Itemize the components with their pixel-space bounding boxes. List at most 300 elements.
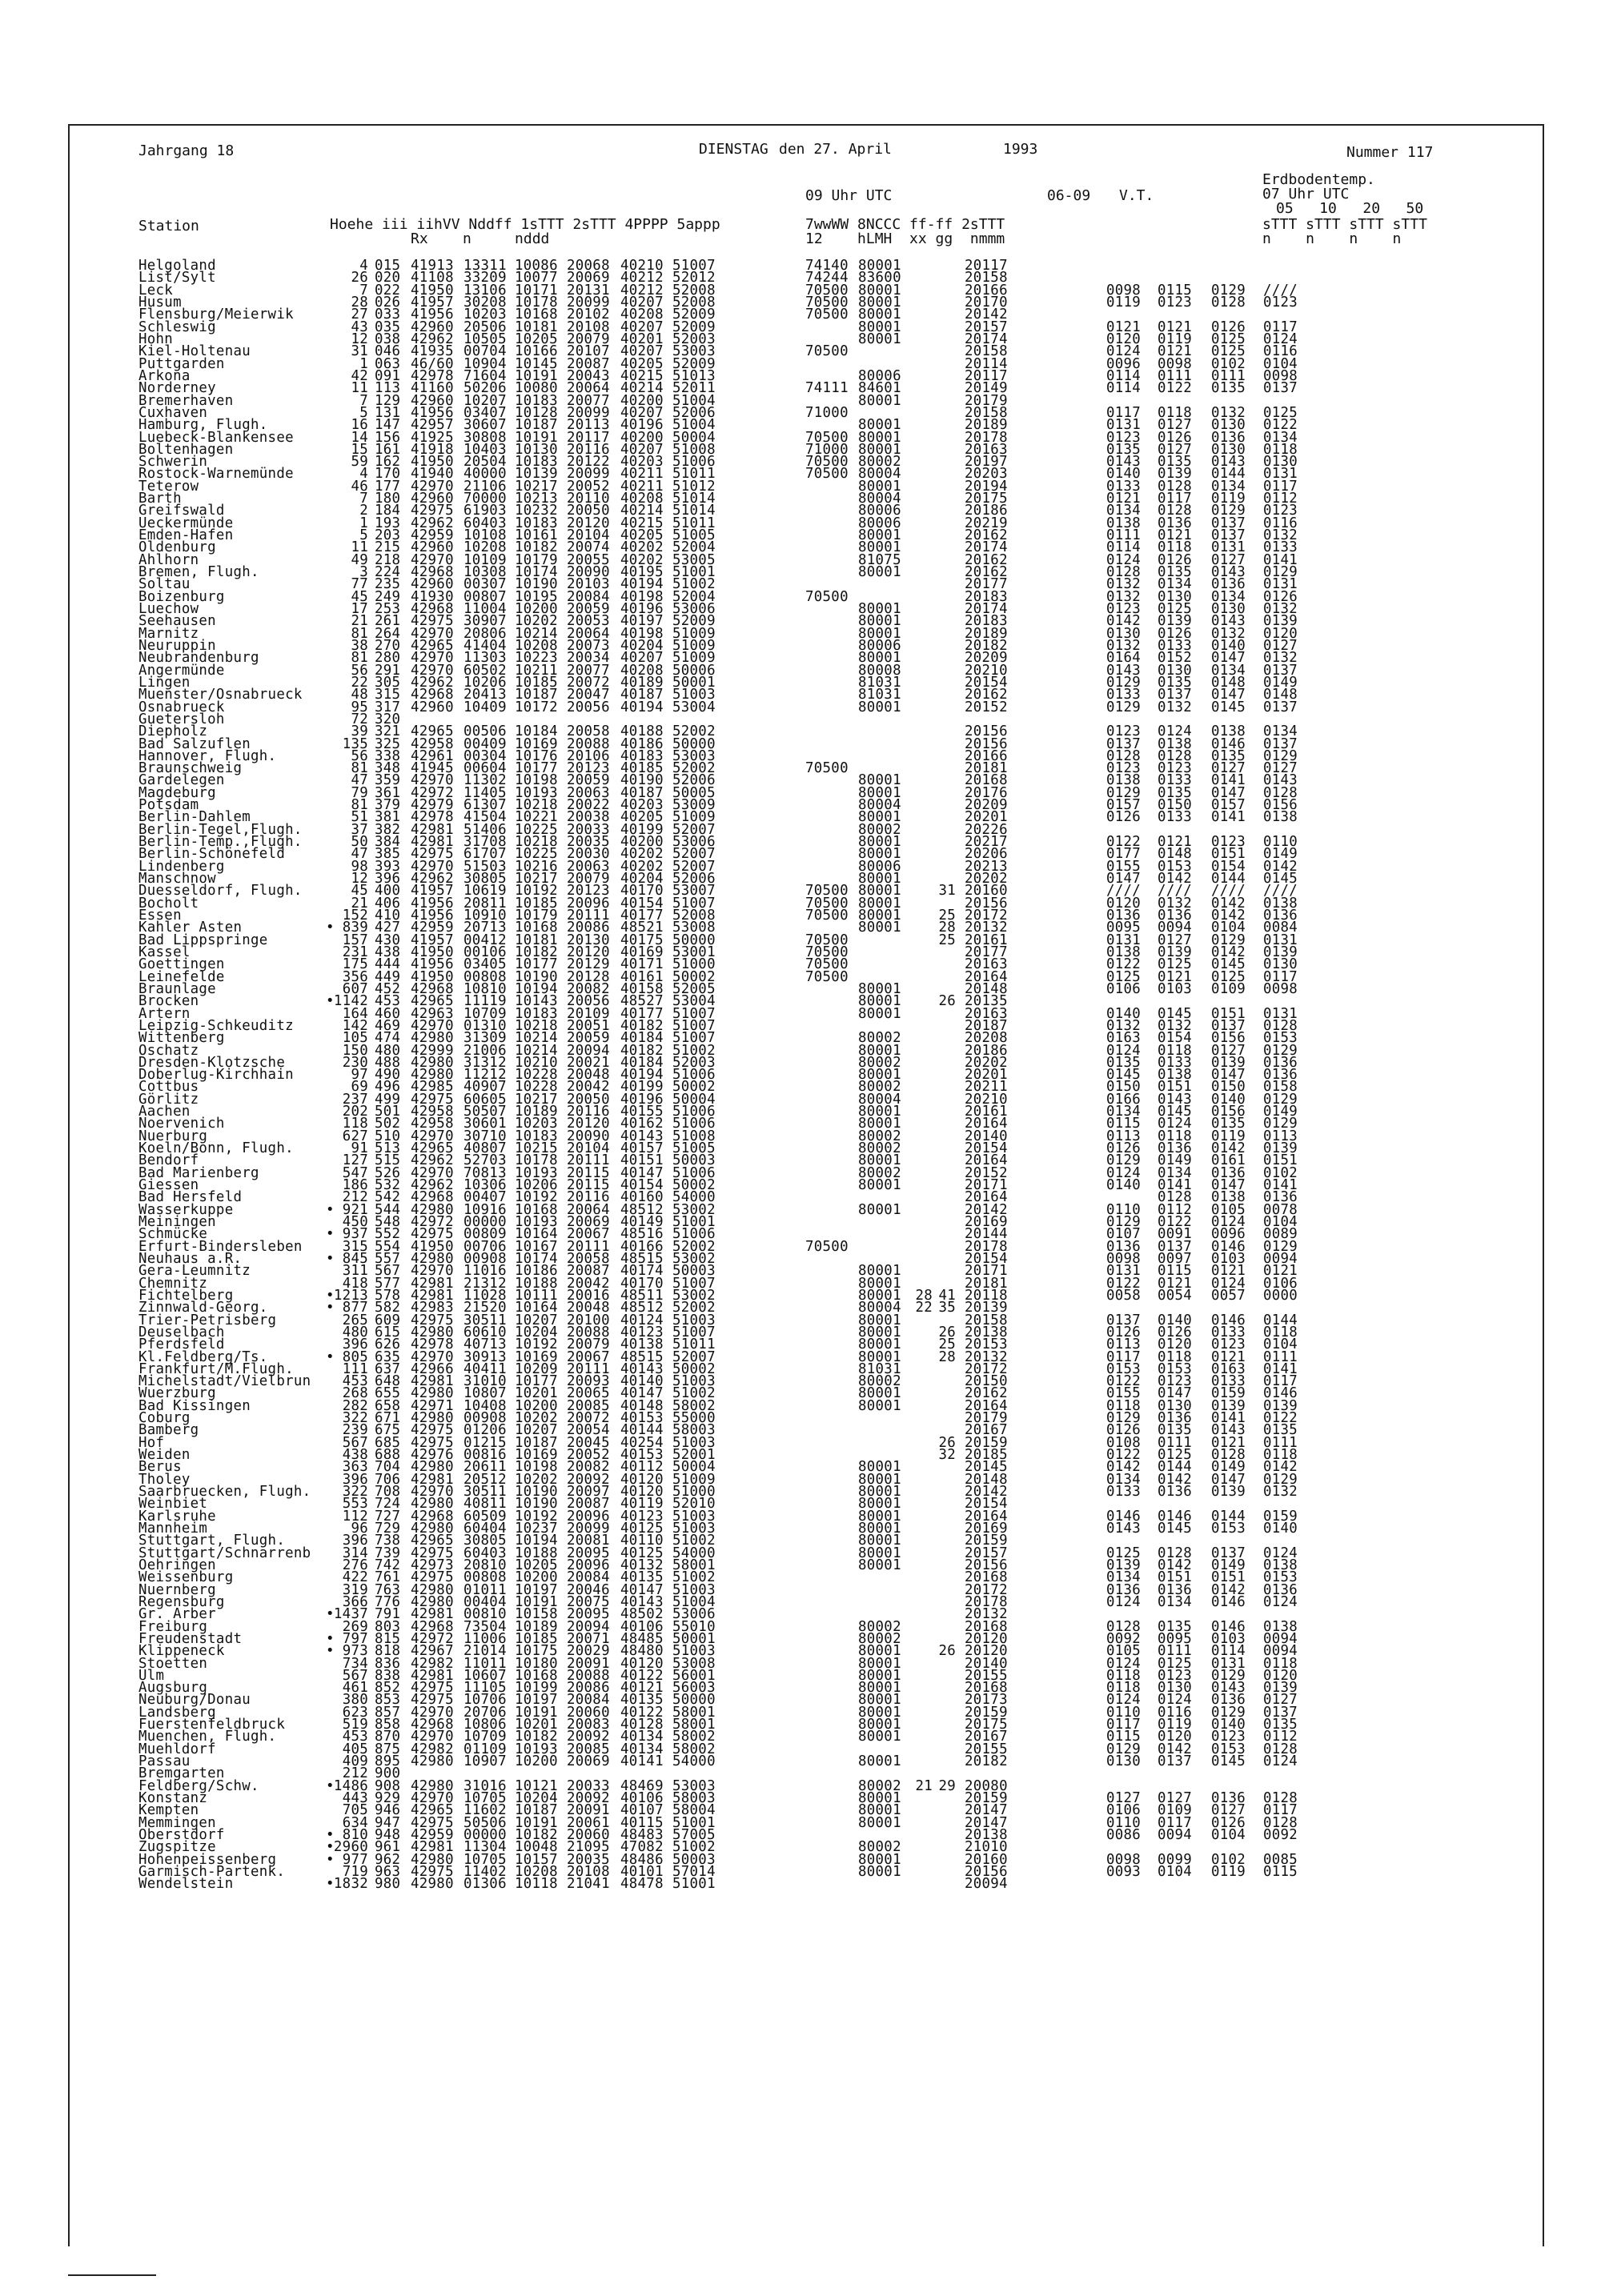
soil-temp-05: 0134 bbox=[1106, 1569, 1142, 1586]
station-id: 396 bbox=[375, 871, 401, 887]
station-id: 317 bbox=[375, 699, 401, 715]
soil-temp-50: 0129 bbox=[1263, 564, 1298, 580]
height: 47 bbox=[351, 772, 368, 789]
group-8nccc: 80001 bbox=[858, 993, 901, 1010]
group-nddff: 03407 bbox=[463, 404, 507, 421]
soil-temp-05: 0098 bbox=[1106, 1250, 1142, 1267]
group-2sttt: 20094 bbox=[567, 1618, 610, 1635]
soil-temp-05: 0136 bbox=[1106, 908, 1142, 924]
soil-temp-20: 0121 bbox=[1211, 1348, 1246, 1365]
group-4pppp: 40140 bbox=[620, 1373, 664, 1390]
group-iihvv: 42975 bbox=[411, 1680, 454, 1697]
soil-temp-05: 0128 bbox=[1106, 1618, 1142, 1635]
soil-temp-20: 0146 bbox=[1211, 1238, 1246, 1255]
group-1sttt: 10215 bbox=[515, 1140, 558, 1156]
min-temp-vt: 20153 bbox=[965, 1336, 1008, 1353]
group-4pppp: 40185 bbox=[620, 760, 664, 777]
group-4pppp: 40112 bbox=[620, 1459, 664, 1476]
soil-temp-10: 0123 bbox=[1158, 295, 1193, 311]
soil-temp-10: 0097 bbox=[1158, 1250, 1193, 1267]
group-4pppp: 40110 bbox=[620, 1533, 664, 1549]
group-5appp: 52009 bbox=[672, 613, 716, 630]
gust-xx: 22 bbox=[915, 1300, 933, 1316]
soil-temp-05: 0166 bbox=[1106, 1091, 1142, 1108]
group-1sttt: 10205 bbox=[515, 331, 558, 347]
soil-temp-10: 0130 bbox=[1158, 588, 1193, 605]
group-8nccc: 80001 bbox=[858, 1545, 901, 1561]
group-4pppp: 40134 bbox=[620, 1729, 664, 1745]
group-5appp: 51004 bbox=[672, 1593, 716, 1610]
group-1sttt: 10190 bbox=[515, 1496, 558, 1513]
station-id: 261 bbox=[375, 613, 401, 630]
group-nddff: 01011 bbox=[463, 1581, 507, 1598]
soil-temp-50: 0131 bbox=[1263, 932, 1298, 948]
station-name: Weiden bbox=[138, 1447, 191, 1463]
soil-temp-10: 0146 bbox=[1158, 1508, 1193, 1525]
height: 973 bbox=[342, 1643, 368, 1660]
soil-temp-20: 0148 bbox=[1211, 674, 1246, 691]
station-name: Muehldorf bbox=[138, 1741, 216, 1757]
station-id: 022 bbox=[375, 282, 401, 299]
group-5appp: 52002 bbox=[672, 760, 716, 777]
soil-temp-20: 0123 bbox=[1211, 1336, 1246, 1353]
soil-temp-20: 0146 bbox=[1211, 735, 1246, 752]
station-id: 947 bbox=[375, 1814, 401, 1831]
height: 322 bbox=[342, 1410, 368, 1427]
min-temp-vt: 20183 bbox=[965, 613, 1008, 630]
min-temp-vt: 20147 bbox=[965, 1802, 1008, 1819]
group-iihvv: 42980 bbox=[411, 1250, 454, 1267]
group-1sttt: 10197 bbox=[515, 1692, 558, 1709]
group-5appp: 53009 bbox=[672, 797, 716, 814]
group-1sttt: 10193 bbox=[515, 1164, 558, 1181]
min-temp-vt: 20162 bbox=[965, 564, 1008, 580]
group-5appp: 50003 bbox=[672, 1851, 716, 1868]
soil-temp-20: 0135 bbox=[1211, 747, 1246, 764]
gust-gg: 25 bbox=[938, 932, 956, 948]
group-iihvv: 41956 bbox=[411, 908, 454, 924]
group-iihvv: 41913 bbox=[411, 258, 454, 274]
group-iihvv: 42980 bbox=[411, 1753, 454, 1769]
group-7wwww: 74244 bbox=[805, 270, 849, 286]
soil-temp-20: 0135 bbox=[1211, 380, 1246, 397]
height: 409 bbox=[342, 1753, 368, 1769]
height: 7 bbox=[359, 392, 368, 409]
station-id: 908 bbox=[375, 1777, 401, 1794]
soil-temp-10: 0120 bbox=[1158, 1336, 1193, 1353]
station-name: Noervenich bbox=[138, 1116, 225, 1132]
soil-temp-20: 0140 bbox=[1211, 637, 1246, 654]
min-temp-vt: 20206 bbox=[965, 846, 1008, 863]
soil-temp-20: 0104 bbox=[1211, 1827, 1246, 1843]
group-nddff: 10207 bbox=[463, 392, 507, 409]
group-iihvv: 41935 bbox=[411, 343, 454, 360]
soil-temp-20: 0143 bbox=[1211, 613, 1246, 630]
soil-temp-05: 0129 bbox=[1106, 1410, 1142, 1427]
station-id: 857 bbox=[375, 1704, 401, 1721]
group-5appp: 52004 bbox=[672, 588, 716, 605]
group-7wwww: 70500 bbox=[805, 895, 849, 912]
soil-temp-05: 0110 bbox=[1106, 1814, 1142, 1831]
group-1sttt: 10176 bbox=[515, 747, 558, 764]
group-8nccc: 80002 bbox=[858, 1128, 901, 1144]
min-temp-vt: 20164 bbox=[965, 968, 1008, 985]
station-id: 325 bbox=[375, 735, 401, 752]
group-8nccc: 80001 bbox=[858, 527, 901, 543]
group-nddff: 10910 bbox=[463, 908, 507, 924]
soil-temp-10: 0116 bbox=[1158, 1704, 1193, 1721]
group-2sttt: 20084 bbox=[567, 1692, 610, 1709]
group-1sttt: 10201 bbox=[515, 1717, 558, 1733]
min-temp-vt: 20213 bbox=[965, 858, 1008, 875]
soil-temp-20: 0153 bbox=[1211, 1741, 1246, 1757]
group-iihvv: 42975 bbox=[411, 1692, 454, 1709]
soil-temp-10: 0143 bbox=[1158, 1091, 1193, 1108]
group-1sttt: 10213 bbox=[515, 491, 558, 507]
station-id: 704 bbox=[375, 1459, 401, 1476]
height: 81 bbox=[351, 625, 368, 642]
soil-temp-10: 0149 bbox=[1158, 1152, 1193, 1169]
group-8nccc: 80001 bbox=[858, 1201, 901, 1218]
soil-temp-05: 0115 bbox=[1106, 1729, 1142, 1745]
height: 212 bbox=[342, 1765, 368, 1782]
height: 1486 bbox=[333, 1777, 368, 1794]
group-5appp: 58003 bbox=[672, 1422, 716, 1439]
station-name: Schwerin bbox=[138, 454, 208, 471]
group-4pppp: 40125 bbox=[620, 1545, 664, 1561]
soil-temp-20: 0144 bbox=[1211, 466, 1246, 483]
group-iihvv: 42958 bbox=[411, 1116, 454, 1132]
station-id: 033 bbox=[375, 307, 401, 323]
station-name: Chemnitz bbox=[138, 1275, 208, 1292]
group-nddff: 10409 bbox=[463, 699, 507, 715]
min-temp-vt: 20166 bbox=[965, 747, 1008, 764]
weekday-label: DIENSTAG bbox=[699, 141, 768, 158]
soil-temp-50: 0104 bbox=[1263, 1214, 1298, 1230]
group-nddff: 10705 bbox=[463, 1851, 507, 1868]
min-temp-vt: 20210 bbox=[965, 1091, 1008, 1108]
group-iihvv: 42972 bbox=[411, 784, 454, 801]
soil-temp-50: 0130 bbox=[1263, 956, 1298, 973]
min-temp-vt: 20202 bbox=[965, 871, 1008, 887]
soil-temp-20: 0136 bbox=[1211, 576, 1246, 593]
station-id: 510 bbox=[375, 1128, 401, 1144]
group-7wwww: 70500 bbox=[805, 282, 849, 299]
group-2sttt: 20061 bbox=[567, 1814, 610, 1831]
group-nddff: 00000 bbox=[463, 1827, 507, 1843]
soil-temp-05: 0121 bbox=[1106, 319, 1142, 335]
station-name: Neuburg/Donau bbox=[138, 1692, 251, 1709]
group-iihvv: 42970 bbox=[411, 551, 454, 568]
group-5appp: 52002 bbox=[672, 1300, 716, 1316]
station-name: Meiningen bbox=[138, 1214, 216, 1230]
station-id: 406 bbox=[375, 895, 401, 912]
group-2sttt: 20116 bbox=[567, 1104, 610, 1120]
group-1sttt: 10077 bbox=[515, 270, 558, 286]
soil-temp-10: 0112 bbox=[1158, 1201, 1193, 1218]
group-iihvv: 42975 bbox=[411, 1312, 454, 1328]
group-5appp: 51001 bbox=[672, 1214, 716, 1230]
group-4pppp: 40214 bbox=[620, 380, 664, 397]
soil-temp-50: 0124 bbox=[1263, 1593, 1298, 1610]
soil-temp-05: 0137 bbox=[1106, 735, 1142, 752]
group-8nccc: 80001 bbox=[858, 1521, 901, 1537]
station-id: 321 bbox=[375, 723, 401, 740]
station-name: Luebeck-Blankensee bbox=[138, 429, 294, 446]
station-id: 224 bbox=[375, 564, 401, 580]
group-iihvv: 42970 bbox=[411, 1017, 454, 1034]
min-temp-vt: 20132 bbox=[965, 920, 1008, 936]
group-1sttt: 10185 bbox=[515, 1630, 558, 1647]
station-id: 557 bbox=[375, 1250, 401, 1267]
soil-temp-05: 0126 bbox=[1106, 809, 1142, 826]
group-nddff: 61307 bbox=[463, 797, 507, 814]
group-1sttt: 10184 bbox=[515, 723, 558, 740]
soil-temp-20: 0133 bbox=[1211, 1324, 1246, 1340]
station-name: Neuhaus a.R. bbox=[138, 1250, 243, 1267]
station-name: Passau bbox=[138, 1753, 191, 1769]
station-id: 444 bbox=[375, 956, 401, 973]
station-name: Neubrandenburg bbox=[138, 650, 259, 667]
station-id: 815 bbox=[375, 1630, 401, 1647]
group-1sttt: 10232 bbox=[515, 503, 558, 519]
soil-temp-50: 0122 bbox=[1263, 417, 1298, 434]
group-4pppp: 48486 bbox=[620, 1851, 664, 1868]
group-2sttt: 20103 bbox=[567, 576, 610, 593]
group-1sttt: 10214 bbox=[515, 1030, 558, 1047]
soil-temp-50: 0128 bbox=[1263, 1741, 1298, 1757]
soil-temp-05: 0092 bbox=[1106, 1630, 1142, 1647]
group-1sttt: 10183 bbox=[515, 392, 558, 409]
height: 3 bbox=[359, 564, 368, 580]
group-4pppp: 40210 bbox=[620, 258, 664, 274]
group-iihvv: 42970 bbox=[411, 662, 454, 679]
group-4pppp: 40198 bbox=[620, 588, 664, 605]
station-name: Berlin-Tegel,Flugh. bbox=[138, 821, 303, 838]
station-id: 729 bbox=[375, 1521, 401, 1537]
group-4pppp: 48516 bbox=[620, 1226, 664, 1243]
group-nddff: 20506 bbox=[463, 319, 507, 335]
group-nddff: 31312 bbox=[463, 1054, 507, 1071]
group-4pppp: 40183 bbox=[620, 747, 664, 764]
group-2sttt: 20108 bbox=[567, 1863, 610, 1880]
soil-temp-20: 0156 bbox=[1211, 1030, 1246, 1047]
group-4pppp: 40197 bbox=[620, 613, 664, 630]
group-iihvv: 42965 bbox=[411, 723, 454, 740]
height: 319 bbox=[342, 1581, 368, 1598]
soil-temp-20: 0143 bbox=[1211, 564, 1246, 580]
group-1sttt: 10182 bbox=[515, 1729, 558, 1745]
group-iihvv: 42970 bbox=[411, 1164, 454, 1181]
min-temp-vt: 20140 bbox=[965, 1128, 1008, 1144]
group-4pppp: 48521 bbox=[620, 920, 664, 936]
group-1sttt: 10182 bbox=[515, 1827, 558, 1843]
height: 230 bbox=[342, 1054, 368, 1071]
soil-temp-50: 0136 bbox=[1263, 1054, 1298, 1071]
station-name: Flensburg/Meierwik bbox=[138, 307, 294, 323]
group-2sttt: 20083 bbox=[567, 1717, 610, 1733]
group-5appp: 50002 bbox=[672, 968, 716, 985]
min-temp-vt: 20183 bbox=[965, 588, 1008, 605]
soil-temp-10: 0126 bbox=[1158, 551, 1193, 568]
group-1sttt: 10202 bbox=[515, 1471, 558, 1488]
soil-temp-05: 0153 bbox=[1106, 1360, 1142, 1377]
group-4pppp: 48480 bbox=[620, 1643, 664, 1660]
group-4pppp: 40151 bbox=[620, 1152, 664, 1169]
station-column-header: Station bbox=[138, 218, 199, 234]
group-5appp: 51003 bbox=[672, 1508, 716, 1525]
station-name: Trier-Petrisberg bbox=[138, 1312, 277, 1328]
soil-temp-50: 0142 bbox=[1263, 1459, 1298, 1476]
station-id: 761 bbox=[375, 1569, 401, 1586]
group-5appp: 52004 bbox=[672, 539, 716, 556]
soil-temp-10: 0104 bbox=[1158, 1863, 1193, 1880]
height: 396 bbox=[342, 1533, 368, 1549]
group-4pppp: 40154 bbox=[620, 1177, 664, 1193]
station-name: Bocholt bbox=[138, 895, 199, 912]
station-id: 577 bbox=[375, 1275, 401, 1292]
group-4pppp: 40187 bbox=[620, 784, 664, 801]
station-name: Greifswald bbox=[138, 503, 225, 519]
station-id: 763 bbox=[375, 1581, 401, 1598]
soil-temp-20: 0141 bbox=[1211, 1410, 1246, 1427]
group-iihvv: 42970 bbox=[411, 1729, 454, 1745]
group-2sttt: 20054 bbox=[567, 1422, 610, 1439]
soil-temp-20: 0157 bbox=[1211, 797, 1246, 814]
soil-temp-05: 0117 bbox=[1106, 1717, 1142, 1733]
soil-temp-20: 0145 bbox=[1211, 1753, 1246, 1769]
soil-temp-05: 0135 bbox=[1106, 1054, 1142, 1071]
station-name: Muenchen, Flugh. bbox=[138, 1729, 277, 1745]
station-name: Pferdsfeld bbox=[138, 1336, 225, 1353]
group-nddff: 01306 bbox=[463, 1876, 507, 1893]
group-iihvv: 41957 bbox=[411, 932, 454, 948]
group-1sttt: 10192 bbox=[515, 1508, 558, 1525]
soil-temp-05: 0147 bbox=[1106, 871, 1142, 887]
station-id: 688 bbox=[375, 1447, 401, 1463]
station-name: List/Sylt bbox=[138, 270, 216, 286]
height: 1 bbox=[359, 515, 368, 531]
group-2sttt: 20087 bbox=[567, 1263, 610, 1280]
obs-time-label: 09 Uhr UTC bbox=[805, 187, 893, 204]
soil-temp-20: 0135 bbox=[1211, 1116, 1246, 1132]
soil-temp-20: 0111 bbox=[1211, 367, 1246, 384]
group-4pppp: 40200 bbox=[620, 429, 664, 446]
soil-temp-10: 0121 bbox=[1158, 1275, 1193, 1292]
soil-temp-10: 0130 bbox=[1158, 1680, 1193, 1697]
group-iihvv: 42960 bbox=[411, 491, 454, 507]
group-iihvv: 42970 bbox=[411, 478, 454, 495]
main-columns-subheader: Rx n nddd bbox=[411, 230, 550, 247]
soil-temp-50: 0094 bbox=[1263, 1643, 1298, 1660]
group-1sttt: 10191 bbox=[515, 1704, 558, 1721]
soil-temp-20: 0132 bbox=[1211, 625, 1246, 642]
group-nddff: 00908 bbox=[463, 1410, 507, 1427]
group-7wwww: 70500 bbox=[805, 956, 849, 973]
group-2sttt: 20050 bbox=[567, 503, 610, 519]
soil-temp-05: 0143 bbox=[1106, 662, 1142, 679]
group-1sttt: 10192 bbox=[515, 883, 558, 900]
group-nddff: 10806 bbox=[463, 1717, 507, 1733]
min-temp-vt: 20174 bbox=[965, 331, 1008, 347]
soil-temp-10: 0126 bbox=[1158, 429, 1193, 446]
group-2sttt: 20033 bbox=[567, 1777, 610, 1794]
group-nddff: 30601 bbox=[463, 1116, 507, 1132]
soil-temp-20: 0123 bbox=[1211, 1729, 1246, 1745]
station-id: 320 bbox=[375, 711, 401, 727]
group-1sttt: 10192 bbox=[515, 1336, 558, 1353]
group-1sttt: 10193 bbox=[515, 1214, 558, 1230]
station-name: Bamberg bbox=[138, 1422, 199, 1439]
station-id: 532 bbox=[375, 1177, 401, 1193]
height: 56 bbox=[351, 662, 368, 679]
min-temp-vt: 20156 bbox=[965, 735, 1008, 752]
station-id: 129 bbox=[375, 392, 401, 409]
min-temp-vt: 20142 bbox=[965, 1484, 1008, 1500]
station-name: Oehringen bbox=[138, 1557, 216, 1573]
group-8nccc: 80001 bbox=[858, 871, 901, 887]
group-1sttt: 10143 bbox=[515, 993, 558, 1010]
group-1sttt: 10200 bbox=[515, 1753, 558, 1769]
group-5appp: 53006 bbox=[672, 834, 716, 850]
group-4pppp: 40122 bbox=[620, 1667, 664, 1684]
soil-temp-50: 0089 bbox=[1263, 1226, 1298, 1243]
station-id: 382 bbox=[375, 821, 401, 838]
min-temp-vt: 20117 bbox=[965, 258, 1008, 274]
station-name: Boltenhagen bbox=[138, 441, 234, 458]
group-4pppp: 40194 bbox=[620, 576, 664, 593]
station-id: 609 bbox=[375, 1312, 401, 1328]
group-4pppp: 40154 bbox=[620, 895, 664, 912]
soil-temp-50: 0136 bbox=[1263, 1189, 1298, 1206]
group-2sttt: 20106 bbox=[567, 747, 610, 764]
group-7wwww: 70500 bbox=[805, 932, 849, 948]
group-iihvv: 41945 bbox=[411, 760, 454, 777]
station-name: Luechow bbox=[138, 601, 199, 617]
group-nddff: 20512 bbox=[463, 1471, 507, 1488]
min-temp-vt: 20094 bbox=[965, 1876, 1008, 1893]
station-name: Wendelstein bbox=[138, 1876, 234, 1893]
soil-temp-05: 0123 bbox=[1106, 723, 1142, 740]
station-name: Bad Lippspringe bbox=[138, 932, 268, 948]
group-2sttt: 20115 bbox=[567, 1164, 610, 1181]
min-temp-vt: 20155 bbox=[965, 1667, 1008, 1684]
group-4pppp: 40149 bbox=[620, 1214, 664, 1230]
soil-temp-50: 0151 bbox=[1263, 1152, 1298, 1169]
group-1sttt: 10175 bbox=[515, 1643, 558, 1660]
group-nddff: 10108 bbox=[463, 527, 507, 543]
group-4pppp: 40196 bbox=[620, 417, 664, 434]
height: 45 bbox=[351, 588, 368, 605]
soil-temp-50: 0121 bbox=[1263, 1263, 1298, 1280]
group-8nccc: 80001 bbox=[858, 1790, 901, 1806]
group-iihvv: 42975 bbox=[411, 1434, 454, 1451]
group-2sttt: 20082 bbox=[567, 1459, 610, 1476]
group-4pppp: 48469 bbox=[620, 1777, 664, 1794]
group-5appp: 54000 bbox=[672, 1545, 716, 1561]
group-5appp: 50003 bbox=[672, 1263, 716, 1280]
height: 438 bbox=[342, 1447, 368, 1463]
soil-temp-20: 0139 bbox=[1211, 1484, 1246, 1500]
height: 38 bbox=[351, 637, 368, 654]
soil-temp-10: 0123 bbox=[1158, 760, 1193, 777]
soil-temp-20: 0125 bbox=[1211, 968, 1246, 985]
soil-temp-50: 0138 bbox=[1263, 809, 1298, 826]
station-id: 410 bbox=[375, 908, 401, 924]
group-1sttt: 10086 bbox=[515, 258, 558, 274]
soil-temp-10: 0153 bbox=[1158, 1360, 1193, 1377]
group-nddff: 11011 bbox=[463, 1655, 507, 1672]
